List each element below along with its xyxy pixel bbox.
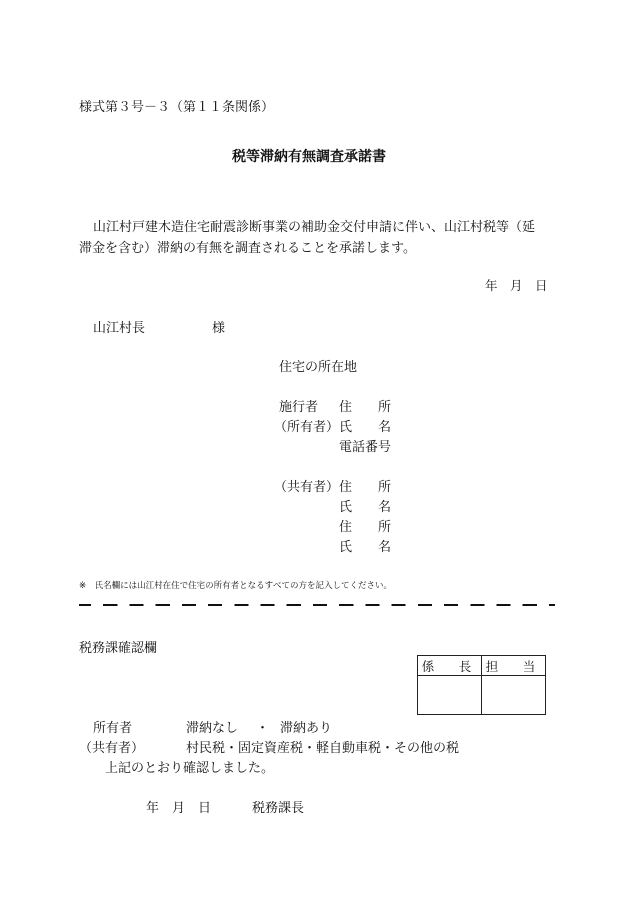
confirm-signer: 税務課長 bbox=[252, 801, 305, 816]
body-text-line-1: 山江村戸建木造住宅耐震診断事業の補助金交付申請に伴い、山江村税等（延 bbox=[93, 220, 536, 235]
cut-line-divider bbox=[79, 604, 555, 606]
co-owner-name-label-1: 氏 名 bbox=[339, 500, 392, 515]
stamp-cell-chief bbox=[418, 676, 482, 715]
tax-types: 村民税・固定資産税・軽自動車税・その他の税 bbox=[186, 741, 460, 756]
confirmed-text: 上記のとおり確認しました。 bbox=[105, 761, 275, 776]
applicant-phone-label: 電話番号 bbox=[339, 440, 392, 455]
body-text-line-2: 滞金を含む）滞納の有無を調査されることを承諾します。 bbox=[79, 241, 416, 256]
form-number: 様式第３号－３（第１１条関係） bbox=[79, 100, 275, 115]
confirm-owner-label: 所有者 bbox=[93, 721, 133, 736]
co-owner-address-label-1: 住 所 bbox=[339, 480, 392, 495]
co-owner-role: （共有者） bbox=[274, 480, 340, 495]
addressee-honorific: 様 bbox=[212, 321, 226, 336]
house-location-label: 住宅の所在地 bbox=[279, 360, 358, 375]
co-owner-name-label-2: 氏 名 bbox=[339, 540, 392, 555]
confirm-co-owner-label: （共有者） bbox=[79, 741, 145, 756]
approval-stamp-table bbox=[417, 655, 546, 715]
note-text: ※ 氏名欄には山江村在住で住宅の所有者となるすべての方を記入してください。 bbox=[79, 581, 392, 591]
status-none: 滞納なし bbox=[186, 721, 239, 736]
co-owner-address-label-2: 住 所 bbox=[339, 520, 392, 535]
stamp-header-chief: 係 長 bbox=[418, 656, 482, 676]
applicant-role: 施行者 bbox=[279, 400, 319, 415]
document-title: 税等滞納有無調査承諾書 bbox=[232, 149, 386, 165]
status-separator: ・ bbox=[256, 721, 270, 736]
stamp-cell-staff bbox=[482, 676, 546, 715]
confirm-section-title: 税務課確認欄 bbox=[79, 641, 158, 656]
applicant-name-label: 氏 名 bbox=[339, 420, 392, 435]
confirm-date: 年 月 日 bbox=[146, 801, 212, 816]
applicant-address-label: 住 所 bbox=[339, 400, 392, 415]
applicant-owner-role: （所有者） bbox=[274, 420, 340, 435]
date-line: 年 月 日 bbox=[485, 278, 548, 293]
addressee-name: 山江村長 bbox=[93, 321, 146, 336]
stamp-header-staff: 担 当 bbox=[482, 656, 546, 676]
status-exist: 滞納あり bbox=[280, 721, 333, 736]
